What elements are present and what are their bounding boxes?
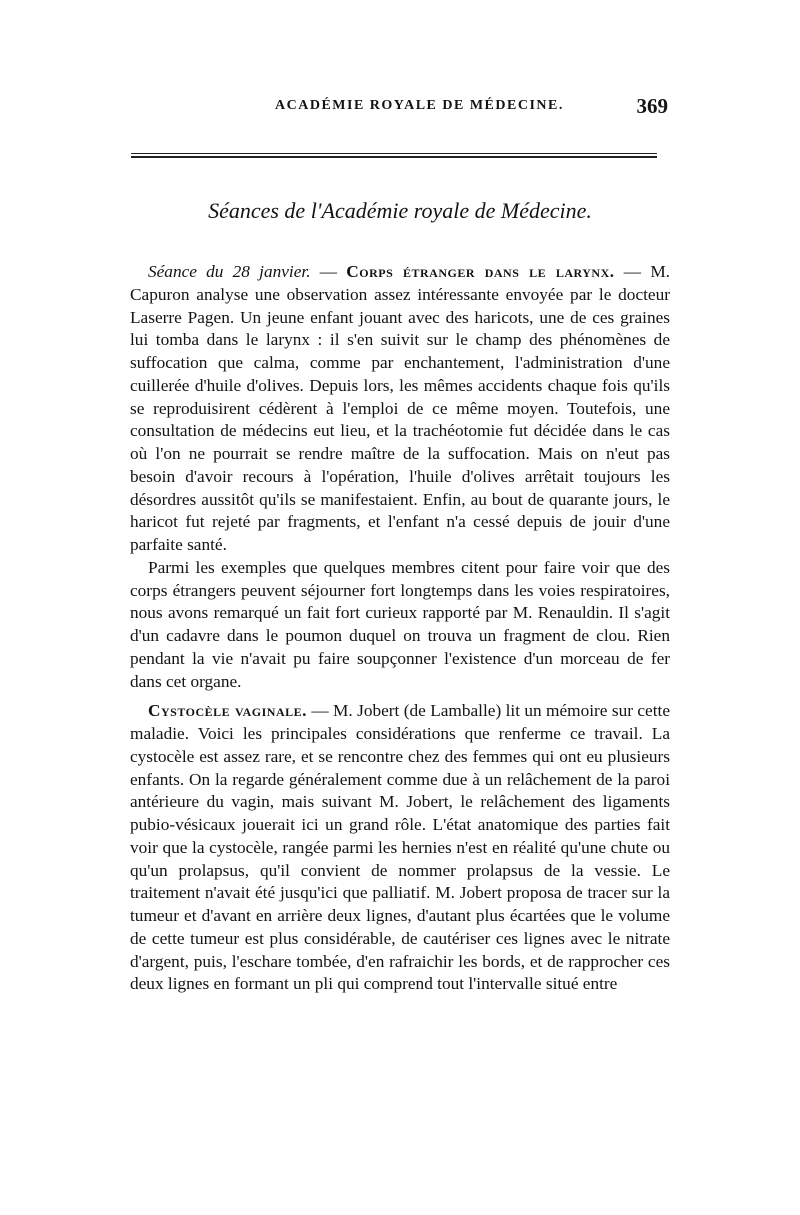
paragraph-exemples bbox=[130, 557, 670, 694]
paragraph-cystocele bbox=[130, 700, 670, 996]
session-date: Séance du 28 janvier. bbox=[148, 262, 311, 281]
paragraph-corps-etranger bbox=[130, 261, 670, 557]
page-number: 369 bbox=[636, 94, 668, 118]
running-head bbox=[130, 94, 670, 124]
paragraph-text: — M. Jobert (de Lamballe) lit un mémoire sur cette maladie. Voici les principales considérations que renferme ce travail. La cystocèle est assez rare, et se rencontre chez des femmes qui ont eu plusieurs enfants. On la regarde généralement comme due à un relâchement de la paroi antérieure du vagin, mais suivant M. Jobert, le relâchement des ligaments pubio-vésicaux jouerait ici un grand rôle. L'état anatomique des parties fait voir que la cystocèle, rangée parmi les hernies n'est en réalité qu'une chute ou qu'un prolapsus, qu'il convient de nommer prolapsus de la vessie. Le traitement n'avait été jusqu'ici que palliatif. M. Jobert proposa de tracer sur la tumeur et d'avant en arrière deux lignes, d'autant plus écartées que le volume de cette tumeur est plus considérable, de cautériser ces lignes avec le nitrate d'argent, puis, l'eschare tombée, d'en rafraichir les bords, et de rapprocher ces deux lignes en formant un pli qui comprend tout l'intervalle situé entre bbox=[130, 701, 670, 994]
section-title: Séances de l'Académie royale de Médecine. bbox=[208, 198, 592, 223]
header-rule-thick bbox=[131, 156, 657, 158]
paragraph-text: — M. Capuron analyse une observation assez intéressante envoyée par le docteur Laserre Pagen. Un jeune enfant jouant avec des haricots, une de ces graines lui tomba dans le larynx : il s'en suivit sur le champ des phénomènes de suffocation que calma, comme par enchantement, l'administration d'une cuillerée d'huile d'olives. Depuis lors, les mêmes accidents chaque fois qu'ils se reproduisirent cédèrent à l'emploi de ce même moyen. Toutefois, une consultation de médecins eut lieu, et la trachéotomie fut décidée dans le cas où l'on ne pourrait se rendre maître de la suffocation. Mais on n'eut pas besoin d'avoir recours à l'opération, l'huile d'olives arrêtait toujours les désordres aussitôt qu'ils se manifestaient. Enfin, au bout de quarante jours, le haricot fut rejeté par fragments, et l'enfant n'a cessé depuis de jouir d'une parfaite santé. bbox=[130, 262, 670, 554]
paragraph-text: Parmi les exemples que quelques membres citent pour faire voir que des corps étrangers peuvent séjourner fort longtemps dans les voies respiratoires, nous avons remarqué un fait fort curieux rapporté par M. Renauldin. Il s'agit d'un cadavre dans le poumon duquel on trouva un fragment de clou. Rien pendant la vie n'avait pu faire soupçonner l'existence d'un morceau de fer dans cet organe. bbox=[130, 557, 670, 691]
running-title: ACADÉMIE ROYALE DE MÉDECINE. bbox=[275, 98, 564, 113]
body-text bbox=[130, 261, 670, 996]
heading-cystocele: Cystocèle vaginale. bbox=[148, 701, 307, 721]
separator: — bbox=[310, 262, 347, 281]
heading-corps-etranger: Corps étranger dans le larynx. bbox=[346, 262, 615, 281]
header-rule bbox=[131, 153, 657, 154]
